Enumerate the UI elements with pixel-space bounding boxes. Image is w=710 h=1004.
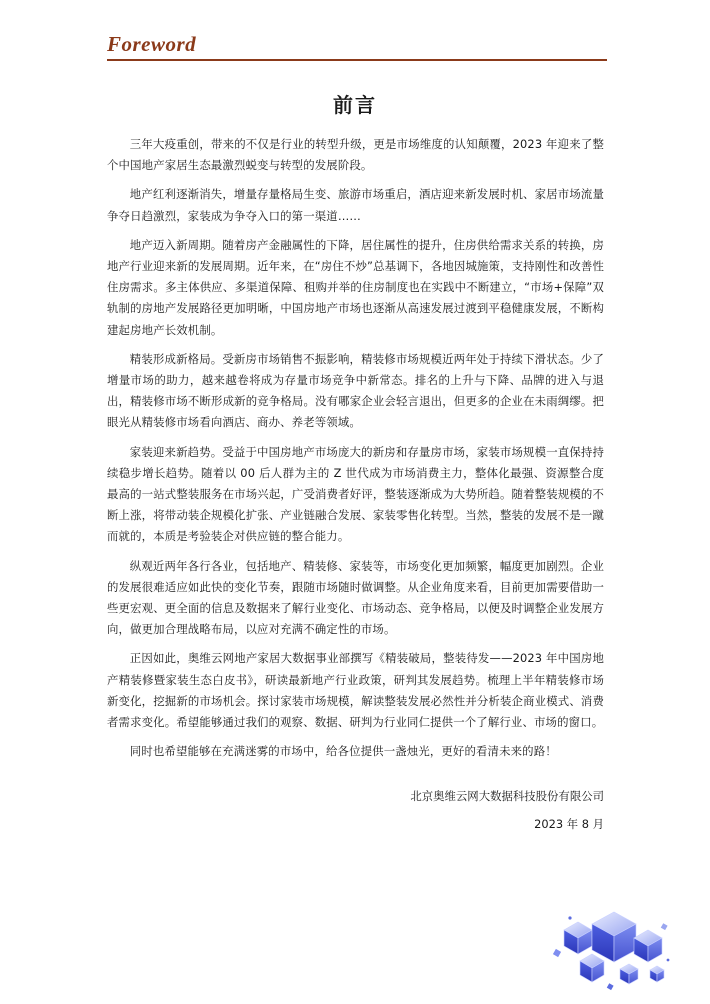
- signature-date: 2023 年 8 月: [534, 817, 604, 831]
- paragraph: 地产迈入新周期。随着房产金融属性的下降，居住属性的提升，住房供给需求关系的转换，房地产行业迎来新的发展周期。近年来，在“房住不炒”总基调下，各地因城施策，支持刚性和改善性住房需求。多主体供应、多渠道保障、租购并举的住房制度也在实践中不断建立，“市场+保障”双轨制的房地产发展路径更加明晰，中国房地产市场也逐渐从高速发展过渡到平稳健康发展，不断构建起房地产长效机制。: [107, 237, 604, 337]
- paragraph: 三年大疫重创，带来的不仅是行业的转型升级，更是市场维度的认知颠覆，2023 年迎来了整个中国地产家居生态最激烈蜕变与转型的发展阶段。: [107, 137, 604, 173]
- paragraph: 地产红利逐渐消失，增量存量格局生变、旅游市场重启，酒店迎来新发展时机、家居市场流量争夺日趋激烈，家装成为争夺入口的第一渠道……: [107, 187, 604, 223]
- paragraph: 正因如此，奥维云网地产家居大数据事业部撰写《精装破局，整装待发——2023 年中国房地产精装修暨家装生态白皮书》，研读最新地产行业政策，研判其发展趋势。梳理上半年精装修市场新变化，挖掘新的市场机会。探讨家装市场规模，解读整装发展必然性并分析装企商业模式、消费者需求变化。希望能够通过我们的观察、数据、研判为行业同仁提供一个了解行业、市场的窗口。: [107, 651, 604, 730]
- isometric-cube-logo-icon: [550, 902, 675, 994]
- header-title: Foreword: [107, 32, 197, 56]
- paragraph: 家装迎来新趋势。受益于中国房地产市场庞大的新房和存量房市场，家装市场规模一直保持持续稳步增长趋势。随着以 00 后人群为主的 Z 世代成为市场消费主力，整体化最强、资源整合度最高的一站式整装服务在市场兴起，广受消费者好评，整装逐渐成为大势所趋。随着整装规模的不断上涨，将带动装企规模化扩张、产业链融合发展、家装零售化转型。当然，整装的发展不是一蹴而就的，本质是考验装企对供应链的整合能力。: [107, 444, 604, 544]
- paragraph: 精装形成新格局。受新房市场销售不振影响，精装修市场规模近两年处于持续下滑状态。少了增量市场的助力，越来越卷将成为存量市场竞争中新常态。排名的上升与下降、品牌的进入与退出，精装修市场不断形成新的竞争格局。没有哪家企业会轻言退出，但更多的企业在未雨绸缪。把眼光从精装修市场看向酒店、商办、养老等领域。: [107, 351, 604, 430]
- page-title: 前言: [333, 93, 377, 117]
- paragraph: 纵观近两年各行各业，包括地产、精装修、家装等，市场变化更加频繁，幅度更加剧烈。企业的发展很难适应如此快的变化节奏，跟随市场随时做调整。从企业角度来看，目前更加需要借助一些更宏观、更全面的信息及数据来了解行业变化、市场动态、竞争格局，以便及时调整企业发展方向，做更加合理战略布局，以应对充满不确定性的市场。: [107, 558, 604, 637]
- header-divider: [107, 59, 607, 61]
- foreword-body: [107, 134, 604, 770]
- signature: [410, 782, 604, 838]
- signature-company: 北京奥维云网大数据科技股份有限公司: [410, 789, 604, 803]
- paragraph: 同时也希望能够在充满迷雾的市场中，给各位提供一盏烛光，更好的看清未来的路！: [129, 744, 557, 759]
